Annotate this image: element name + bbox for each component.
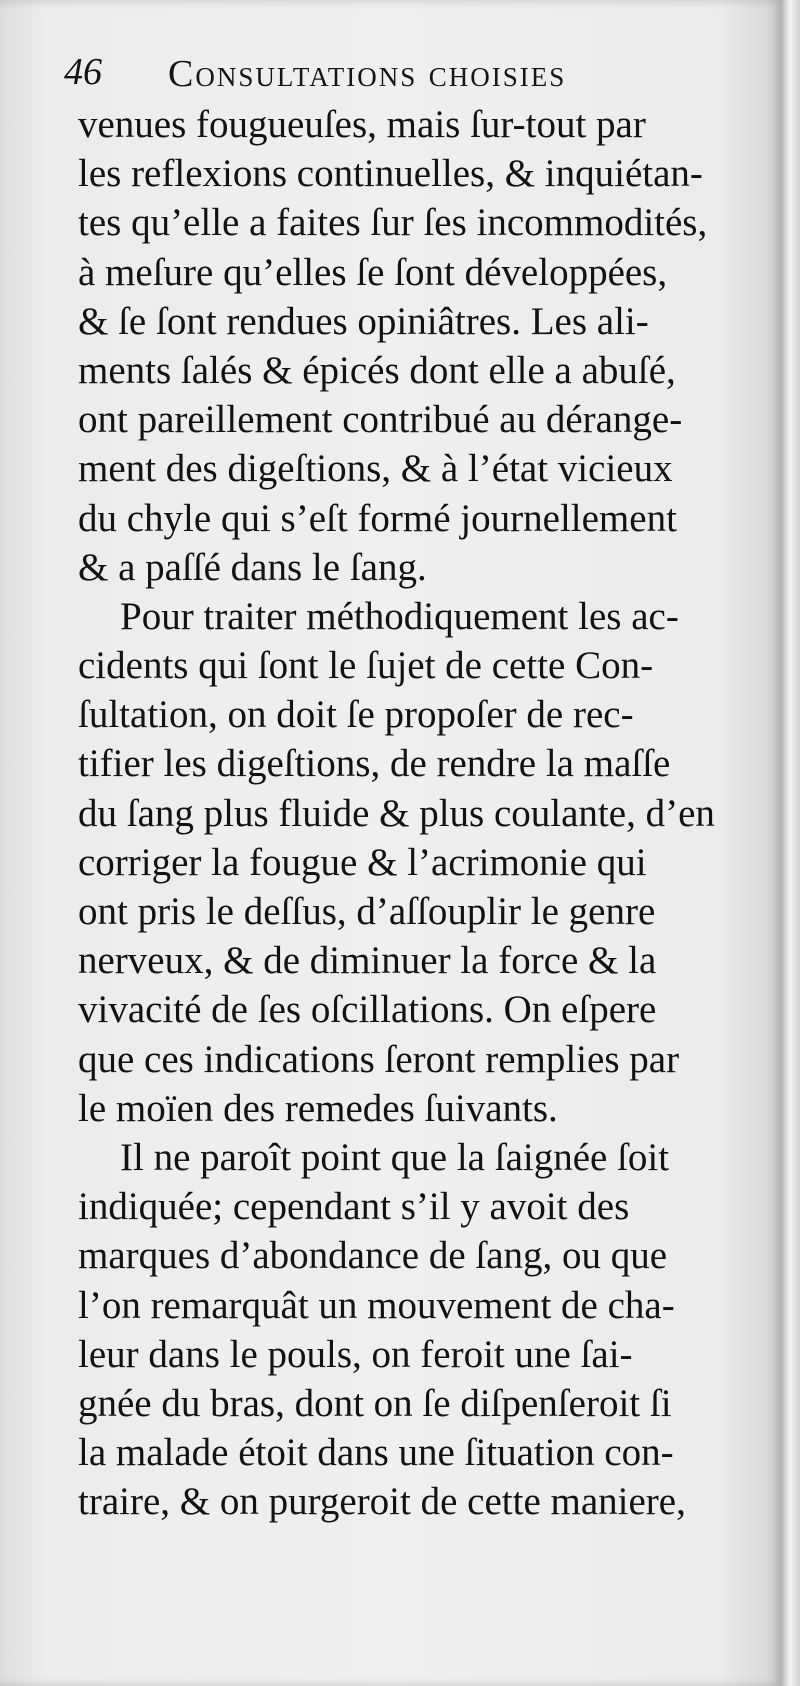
- text-line: gnée du bras, dont on ſe diſpenſeroit ſi: [78, 1381, 672, 1425]
- text-line: du ſang plus fluide & plus coulante, d’en: [78, 791, 715, 835]
- text-line: cidents qui ſont le ſujet de cette Con-: [78, 644, 654, 688]
- page-edge: [782, 0, 800, 1686]
- text-line: le moïen des remedes ſuivants.: [78, 1086, 558, 1130]
- text-line: traire, & on purgeroit de cette maniere,: [78, 1480, 686, 1524]
- text-line: du chyle qui s’eſt formé journellement: [78, 496, 677, 540]
- page-number: 46: [64, 51, 102, 93]
- running-head: Consultations choisies: [168, 53, 567, 95]
- page-text: [78, 100, 772, 1526]
- text-line: nerveux, & de diminuer la force & la: [78, 939, 657, 983]
- page-header: [64, 42, 764, 102]
- text-line: venues fougueuſes, mais ſur-tout par: [78, 103, 646, 146]
- text-line: tifier les digeſtions, de rendre la maſſe: [78, 742, 671, 786]
- text-line: marques d’abondance de ſang, ou que: [78, 1234, 668, 1278]
- text-line: ont pareillement contribué au dérange-: [78, 398, 683, 442]
- text-line: corriger la fougue & l’acrimonie qui: [78, 840, 647, 884]
- text-line: ment des digeſtions, & à l’état vicieux: [78, 447, 673, 491]
- text-line: tes qu’elle a faites ſur ſes incommodités,: [78, 201, 708, 245]
- paragraph-start-line: Il ne paroît point que la ſaignée ſoit: [120, 1135, 670, 1179]
- text-line: les reflexions continuelles, & inquiétan-: [78, 152, 703, 196]
- text-line: indiquée; cependant s’il y avoit des: [78, 1185, 630, 1229]
- text-line: ont pris le deſſus, d’aſſouplir le genre: [78, 890, 656, 933]
- text-line: que ces indications ſeront remplies par: [78, 1037, 680, 1081]
- text-line: vivacité de ſes oſcillations. On eſpere: [78, 988, 657, 1032]
- text-line: ments ſalés & épicés dont elle a abuſé,: [78, 348, 676, 392]
- text-line: leur dans le pouls, on feroit une ſai-: [78, 1332, 633, 1376]
- text-line: ſultation, on doit ſe propoſer de rec-: [78, 693, 634, 737]
- text-line: l’on remarquât un mouvement de cha-: [78, 1283, 675, 1327]
- text-line: & a paſſé dans le ſang.: [78, 545, 427, 589]
- text-line: la malade étoit dans une ſituation con-: [78, 1431, 674, 1475]
- paragraph-start-line: Pour traiter méthodiquement les ac-: [120, 594, 679, 638]
- text-line: & ſe ſont rendues opiniâtres. Les ali-: [78, 299, 649, 343]
- text-line: à meſure qu’elles ſe ſont développées,: [78, 250, 668, 294]
